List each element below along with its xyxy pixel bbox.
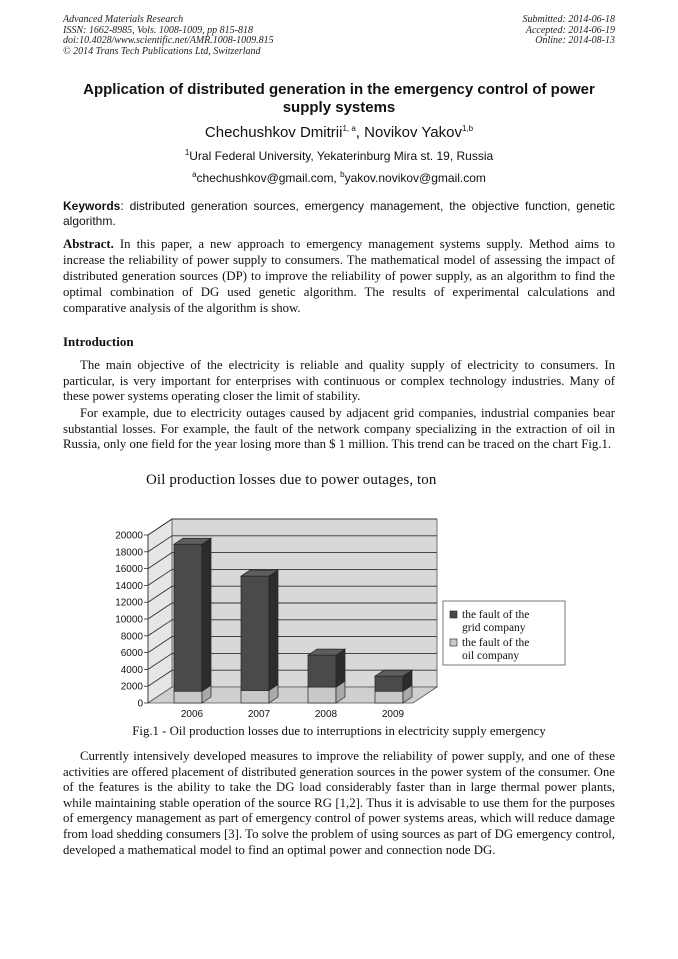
abstract-text: In this paper, a new approach to emergency management systems supply. Method aims to increase the reliability of power supply to consumers. The mathematical model of assessing the impact of distributed generation sources (DP) to improve the reliability of power supply, as an algorithm to find the optimal combination of DG used genetic algorithm. The results of experimental calculations and comparative analysis of the algorithm is show. [63, 237, 615, 315]
author-2: Novikov Yakov [364, 124, 462, 141]
online-date: Online: 2014-08-13 [535, 35, 615, 46]
abstract-label: Abstract. [63, 237, 114, 251]
bar-grid-2009-front [375, 676, 403, 691]
bar-oil-2007-front [241, 690, 269, 703]
paper-title: Application of distributed generation in the emergency control of power supply systems [83, 81, 595, 116]
journal-name: Advanced Materials Research [63, 14, 184, 25]
bar-grid-2008-front [308, 655, 336, 687]
email-a-sup: a [192, 170, 197, 179]
legend-swatch-grid [450, 611, 457, 618]
bar-oil-2009-front [375, 691, 403, 703]
bar-grid-2006-side [202, 538, 211, 691]
doi: doi:10.4028/www.scientific.net/AMR.1008-1009.815 [63, 35, 274, 46]
author-2-sup: 1,b [461, 124, 474, 133]
y-tick-label: 14000 [115, 580, 143, 592]
author-separator: , [355, 124, 365, 141]
figure-caption: Fig.1 - Oil production losses due to interruptions in electricity supply emergency [132, 724, 546, 738]
y-tick-label: 4000 [120, 664, 143, 676]
issn: ISSN: 1662-8985, Vols. 1008-1009, pp 815-818 [63, 24, 253, 36]
y-tick-label: 16000 [115, 564, 143, 576]
legend-swatch-oil [450, 639, 457, 646]
keywords-text: : distributed generation sources, emergency management, the objective function, genetic algorithm. [63, 199, 615, 228]
email-b-sup: b [340, 170, 345, 179]
affiliation-text: Ural Federal University, Yekaterinburg Mira st. 19, Russia [189, 149, 494, 163]
bar-oil-2008-front [308, 687, 336, 703]
accepted-date: Accepted: 2014-06-19 [525, 24, 615, 36]
bar-oil-2006-front [174, 691, 202, 703]
y-tick-label: 12000 [115, 597, 143, 609]
x-tick-label: 2008 [314, 709, 338, 720]
intro-paragraph-3: Currently intensively developed measures to improve the reliability of power supply, and one of these activities are offered placement of distributed generation sources in the power system of the consumer. One of the features is the ability to take the DG load considerably faster than in large thermal power plants, while maintaining stable operation of the source RG [1,2]. Thus it is advisable to use them for the purposes of emergency management as part of emergency control of power systems areas, which will reduce damage from load shedding consumers [3]. To solve the problem of using sources as part of DG emergency control, developed a mathematical model to find an optimal power and connection node DG. [63, 749, 615, 857]
x-tick-label: 2006 [180, 709, 204, 720]
x-tick-label: 2007 [247, 709, 271, 720]
copyright: © 2014 Trans Tech Publications Ltd, Switzerland [63, 45, 261, 57]
y-tick-label: 20000 [115, 530, 143, 542]
legend-label-line: grid company [462, 622, 526, 634]
y-tick-label: 0 [137, 698, 143, 710]
bar-grid-2007-side [269, 570, 278, 690]
y-tick-label: 6000 [120, 648, 143, 660]
affiliation-sup: 1 [184, 148, 190, 157]
bar-grid-2006-front [174, 544, 202, 691]
email-b: yakov.novikov@gmail.com [344, 171, 486, 185]
keywords-label: Keywords [63, 199, 121, 213]
legend-label-line: the fault of the [462, 637, 530, 649]
intro-paragraph-2: For example, due to electricity outages caused by adjacent grid companies, industrial companies bear substantial losses. For example, the fault of the network company specializing in the extraction of oil in Russia, only one field for the year losing more than $ 1 million. This trend can be traced on the chart Fig.1. [63, 406, 615, 452]
submitted-date: Submitted: 2014-06-18 [522, 14, 615, 25]
legend-label-grid [462, 609, 529, 634]
introduction-heading: Introduction [63, 334, 134, 349]
y-tick-label: 8000 [120, 631, 143, 643]
bar-grid-2008-side [336, 649, 345, 687]
author-1: Chechushkov Dmitrii [204, 124, 343, 141]
bar-grid-2007-front [241, 576, 269, 690]
y-tick-label: 10000 [115, 614, 143, 626]
y-tick-label: 2000 [120, 681, 143, 693]
legend-label-line: oil company [462, 650, 520, 662]
y-tick-label: 18000 [115, 547, 143, 559]
author-1-sup: 1, a [342, 124, 356, 133]
email-a: chechushkov@gmail.com, [196, 171, 341, 185]
x-tick-label: 2009 [381, 709, 405, 720]
intro-paragraph-1: The main objective of the electricity is reliable and quality supply of electricity to consumers. In particular, is very important for enterprises with continuous or complex technology industries. Many of these power systems operating closer the limit of stability. [63, 358, 615, 404]
chart-title: Oil production losses due to power outages, ton [146, 472, 437, 488]
legend-label-line: the fault of the [462, 609, 530, 621]
